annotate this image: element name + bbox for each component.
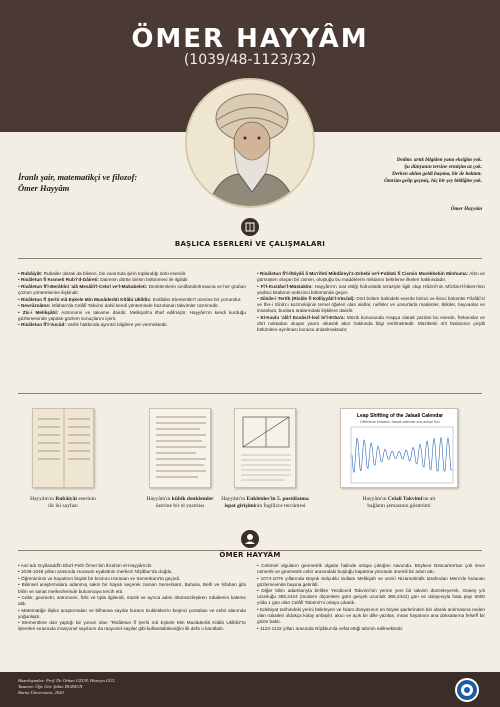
person-icon [241, 530, 259, 548]
quote-line: Ömrüm gelip geçmiş, hiç bir şey bildiğim yok. [384, 178, 482, 184]
list-item: • Nevrûznâme: İsfahan'da Celâlî Takvimi dahil kendi yönteminde hazırlanan takvimler üzerinedir. [18, 303, 246, 309]
quote-line: Derken aklım geldi başıma, bir de baktım: [391, 171, 482, 177]
gallery-caption-2: Hayyâm'ın kübik denklemler üzerine bir el yazması [146, 496, 214, 509]
credit-line: Hazırlayanlar: Prof. Dr. Orhan UZUN, Hüseyin GÜL [18, 678, 115, 683]
life-dates: (1039/48-1123/32) [183, 52, 317, 68]
chart-subtitle: Difference between Jalaali calendar and actual Sun [360, 420, 440, 424]
list-item: • Risâletun fî'l-Vucûd: Varlık hakkında ayrıntılı bilgilere yer vermektedir. [18, 322, 246, 328]
list-item: • Bilimsel araştırmalara adanmış sakin bir hayatı seçerek zaman Semerkant, Buhara, Belh ve İsfahan gibi bilim ve sanat merkezlerinde bulunmaya tercih etti. [18, 582, 246, 594]
list-item: • Cebirsel olguların geometrik olgular halinde ortaya çıktığını savundu. Böylece Descartes'tan çok önce nümerik ve geometrik cebir arasındaki boşluğu kapatma yönünde önemli bir adım attı. [257, 563, 485, 575]
subtitle [18, 172, 183, 194]
list-item: • Edebiyat tarihindeki yerini belirleyen ve İslam dünyasının en büyük şairlerinden biri olarak anılmasına neden olan rubaileri oldukça kolay anlaşılır, akıcı ve açık bir dille yazılan, insan hayatının ana doksalarına felsefî bir gözle baktı. [257, 607, 485, 625]
credit-line: Bartın Üniversitesi, 2020 [18, 690, 64, 695]
list-item: • Risâletun fî'l-İhtiyâli li Ma'rifeti Mikdâreyi'z-Zehebi ve'l-Fıddati fî Cismin Murekkebin Minhuma: Altın ve gümüşten oluşan bir cismin, oluştuğu bu maddelerin miktarını belirleme ilkeleri hakkındadır. [257, 271, 485, 283]
bio-left-column [18, 563, 246, 633]
portrait-image [185, 78, 315, 208]
bio-title: ÖMER HAYYÂM [219, 551, 281, 559]
credit-line: Tasarım: Öğr. Gör. Şahin DURSUN [18, 684, 83, 689]
gallery-caption-4: Hayyâm'ın Celali Takvimi'ne ait bağlantı şemasının gösterimi [362, 496, 436, 509]
credits [18, 678, 115, 696]
gallery-caption-3: Hayyâm'ın Eukleides'in 5. postülatına ispat girişiminin İngilizce tercümesi [221, 496, 309, 509]
subtitle-line: Ömer Hayyâm [18, 183, 70, 193]
quote-line: Şu dünyanın tersine ermişim az çok. [404, 164, 482, 170]
list-item: • Öğreniminin ve hayatının büyük bir kısmını Horasan ve Semerkant'ta geçirdi. [18, 576, 246, 582]
gallery-caption-1: Hayyâm'ın Rubâiyât eserinin ilk iki sayfası [30, 496, 96, 509]
works-right-column [257, 271, 485, 334]
manuscript-image-rubaiyat [32, 408, 94, 488]
list-item: • Fî'l-Kustâsi'l-Müstakîm: Hayyâm'ın icat ettiği hidrostatik teraziyle ilgili olup Hâzinî'nin Mîzânü'l-hikem'inin yedinci kitabının sekizinci bölümünde geçer. [257, 284, 485, 296]
divider [18, 258, 482, 259]
quote-author: Ömer Hayyâm [450, 206, 482, 212]
list-item: • Diğer bilim adamlarıyla birlikte Yezdicerd Takvimi'nin yerine yeni bir takvim düzenleyerek, Güneş yılı uzunluğu 365,2424 (modern ölçümlere göre gerçek uzunluk 365,2422) gün ve dolayısıyla hata payı 5000 yılda 1 gün olan Celâlî Takvimi'ni ortaya çıkardı. [257, 588, 485, 606]
list-item: • 1123-1132 yılları arasında Nîşâbur'da vefat ettiği tahmin edilmektedir. [257, 626, 485, 632]
quote [332, 157, 482, 185]
works-title: BAŞLICA ESERLERİ VE ÇALIŞMALARI [174, 240, 326, 248]
quote-line: Dedim: artık bilgiden yana eksiğim yok. [396, 157, 482, 163]
chart-title: Leap Shifting of the Jalaali Calendar [356, 413, 444, 419]
list-item: • Cebir, geometri, astronomi, fizik ve tıpla ilgilendi, müzik ve ayrıca adını ölümsüzleştiren rubailerini kaleme aldı. [18, 595, 246, 607]
list-item: • Asıl adı Gıyâsüddîn Ebu'l-Feth Ömer bin İbrahim el-Hayyâm'dır. [18, 563, 246, 569]
list-item: • Risâletun fî'l-Berâhîni 'alâ Mesâili'l-Cebri ve'l-Mukabeleti: Denklemlerin sınıflandırılmasına ve her grubun çözüm yöntemlerine ilişkindir. [18, 284, 246, 296]
divider [18, 393, 482, 394]
list-item: • 1039-1048 yılları arasında Horasan eyaletinin merkezi Nîşâbur'da doğdu. [18, 569, 246, 575]
works-left-column [18, 271, 246, 329]
calendar-chart [340, 408, 458, 488]
subtitle-line: İranlı şair, matematikçi ve filozof: [18, 172, 138, 182]
manuscript-image-postulate [234, 408, 296, 488]
manuscript-image-cubic [149, 408, 211, 488]
list-item: • Elementlere dair yaptığı bir yorum olan "Risâletun fî Şerhi mâ Eşkele Min Musâderâti Kitâbi Uklîdis"te işlemleri sırasında irrasyonel sayıların da rasyonel sayılar gibi kullanılabileceğini ilk defa o kanıtladı. [18, 620, 246, 632]
list-item: • Risâletun fî Şerhi mâ Eşkele Min Musâderâti Kitâbi Uklîdis: Euklides Elementler'i üzerine bir yorumdur. [18, 297, 246, 303]
page-title: ÖMER HAYYÂM [131, 24, 369, 54]
list-item: • Rubâiyât: Rubailer olarak da bilinen, bin civarında şiirin toplandığı ünlü eseridir. [18, 271, 246, 277]
list-item: • Risâletun fî Kısmeti Rub'i'd-Dâireti: Dairenin dörtte birinin bölünmesi ile ilgilidir. [18, 277, 246, 283]
list-item: • El-Kavlu 'alâ'l Ecnâsi'l-lezî bi'l-Erba'a: Müzik konusunda Arapça olarak yazılan bu eserde, frekanslar ve dört noktadan oluşan yarım oktavlık akor hakkında bilgi verilmektedir. Müzikteki 4/3 faslasının çeşitli bölümlere ayrılması konusu anlatılmaktadır. [257, 315, 485, 333]
list-item: • Silsile-i Tertîb (Risâle fî Külliyyâti'l-Vücûd): Dört bölüm halindeki eserde birinci ve ikinci bölümler Fârâbî'ci ve İbn-i Sînâ'cı kozmolojinin temel öğeleri olan akıllar, nefisler ve unsurlarla madenler, bitkiler, hayvanlar ve insanlara, bunlara aralarındaki ilişkilere dairdir. [257, 296, 485, 314]
university-logo [455, 678, 479, 702]
list-item: • Matematiğe ilişkin araştırmaları ve bilhassa sayılar kuramı Eukleides'in beşinci postülası ve cebir alanında yoğunlaştı. [18, 608, 246, 620]
list-item: • 1074-1075 yıllarında Büyük Selçuklu Sultanı Melikşah ve veziri Nizamülmülk tarafından Merv'de bulunan gözlemevinde başına getirildi. [257, 576, 485, 588]
list-item: • Zîc-i Melikşâhî: Astronomi ve takvime dairdir. Melikşah'a ithaf edilmiştir. Hayyâm'ın kendi kurduğu gözlemevinde yapılan gözlem sonuçlarını içerir. [18, 310, 246, 322]
bio-right-column [257, 563, 485, 632]
book-icon [241, 218, 259, 236]
